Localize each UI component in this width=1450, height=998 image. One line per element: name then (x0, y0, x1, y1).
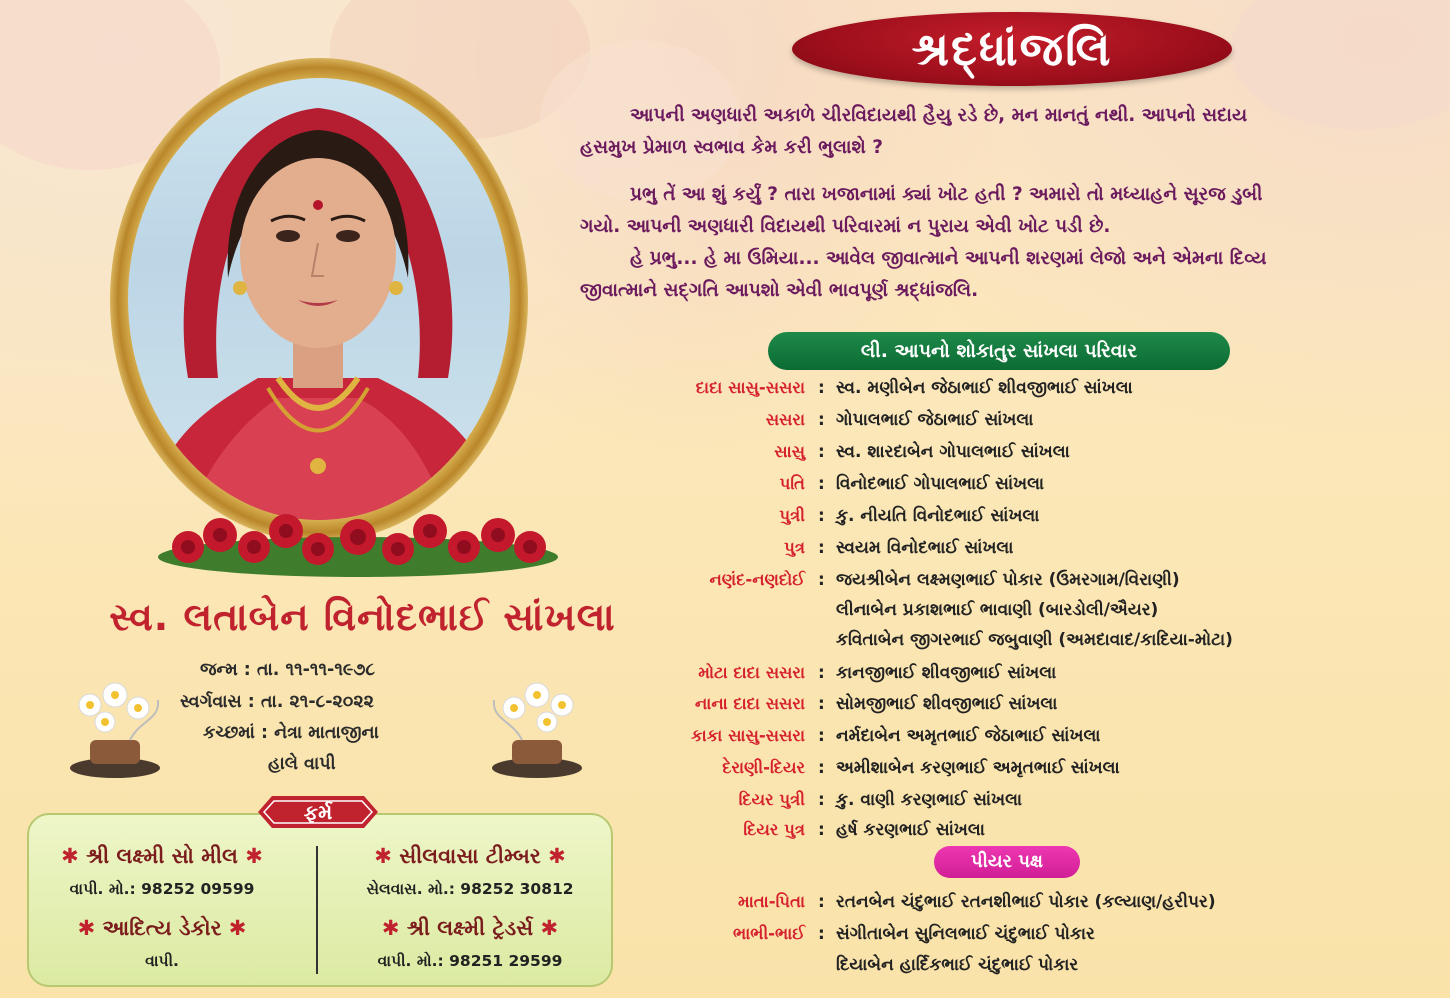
relation-label: પતિ (779, 474, 805, 493)
star-icon: ✱ (548, 844, 566, 868)
relation-colon: : (818, 726, 825, 746)
page-title: શ્રદ્ધાંજલિ (911, 22, 1113, 76)
relation-value: સ્વ. મણીબેન જેઠાભાઈ શીવજીભાઈ સાંખલા (836, 378, 1133, 398)
relation-label: દાદા સાસુ-સસરા (695, 378, 805, 397)
relation-value: સ્વયમ વિનોદભાઈ સાંખલા (836, 538, 1014, 558)
relation-label: કાકા સાસુ-સસરા (690, 726, 805, 745)
tribute-line: હસમુખ પ્રેમાળ સ્વભાવ કેમ કરી ભુલાશે ? (580, 136, 883, 158)
relation-colon: : (818, 538, 825, 558)
relation-colon: : (818, 506, 825, 526)
relation-label: નાના દાદા સસરા (695, 694, 805, 713)
firm-contact: વાપી. (145, 952, 179, 970)
star-icon: ✱ (228, 916, 247, 940)
relation-colon: : (818, 924, 825, 944)
relation-label: સસરા (765, 410, 805, 429)
firm-name (325, 844, 615, 869)
relation-colon: : (818, 570, 825, 590)
star-icon: ✱ (374, 844, 392, 868)
relation-colon: : (818, 694, 825, 714)
death-date: સ્વર્ગવાસ : તા. ૨૧-૮-૨૦૨૨ (180, 692, 374, 712)
relation-colon: : (818, 758, 825, 778)
relation-value: સોમજીભાઈ શીવજીભાઈ સાંખલા (836, 694, 1058, 714)
firm-divider (316, 846, 318, 974)
firm-contact: વાપી. મો.: 98251 29599 (377, 952, 563, 970)
relation-colon: : (818, 820, 825, 840)
firm-name (325, 916, 615, 941)
firm-name-text: આદિત્ય ડેકોર (102, 916, 222, 940)
current-place: હાલે વાપી (268, 754, 336, 774)
firm-name-text: શ્રી લક્ષ્મી સો મીલ (86, 844, 238, 868)
family-banner-text: લી. આપનો શોકાતુર સાંખલા પરિવાર (860, 340, 1138, 362)
relation-label: સાસુ (774, 442, 805, 461)
portrait-photo (128, 78, 510, 520)
birth-date: જન્મ : તા. ૧૧-૧૧-૧૯૭૮ (200, 660, 376, 680)
relation-label: પુત્ર (784, 538, 805, 557)
firm-name-text: સીલવાસા ટીમ્બર (399, 844, 541, 868)
relation-value: વિનોદભાઈ ગોપાલભાઈ સાંખલા (836, 474, 1045, 494)
firm-name (17, 916, 307, 941)
relation-value: કવિતાબેન જીગરભાઈ જબુવાણી (અમદાવાદ/કાદિયા-મોટા) (836, 630, 1233, 650)
tribute-line: હે પ્રભુ... હે મા ઉમિયા... આવેલ જીવાત્માને આપની શરણમાં લેજો અને એમના દિવ્ય (630, 248, 1267, 269)
relation-colon: : (818, 892, 825, 912)
relation-colon: : (818, 663, 825, 683)
relation-label: નણંદ-નણદોઈ (709, 570, 805, 589)
relation-value: નર્મદાબેન અમૃતભાઈ જેઠાભાઈ સાંખલા (836, 726, 1101, 746)
relation-colon: : (818, 442, 825, 462)
firm-tag: ફર્મ (303, 800, 333, 824)
star-icon: ✱ (245, 844, 263, 868)
star-icon: ✱ (540, 916, 559, 940)
relation-label: દિયર પુત્ર (743, 820, 805, 839)
relation-value: રતનબેન ચંદુભાઈ રતનશીભાઈ પોકાર (કલ્યાણ/હરીપર) (836, 892, 1216, 912)
firm-name (17, 844, 307, 869)
star-icon: ✱ (381, 916, 400, 940)
firm-contact: વાપી. મો.: 98252 09599 (69, 880, 255, 898)
relation-value: દિયાબેન હાર્દિકભાઈ ચંદુભાઈ પોકાર (836, 955, 1079, 975)
relation-value: કુ. વાણી કરણભાઈ સાંખલા (836, 790, 1023, 810)
relation-colon: : (818, 410, 825, 430)
star-icon: ✱ (77, 916, 96, 940)
relation-colon: : (818, 474, 825, 494)
firm-name-text: શ્રી લક્ષ્મી ટ્રેડર્સ (406, 916, 534, 940)
relation-value: સંગીતાબેન સુનિલભાઈ ચંદુભાઈ પોકાર (836, 924, 1095, 944)
tribute-line: ગયો. આપની અણધારી વિદાયથી પરિવારમાં ન પુરાય એવી ખોટ પડી છે. (580, 215, 1111, 237)
star-icon: ✱ (61, 844, 79, 868)
flower-diya-icon (60, 680, 170, 780)
relation-label: દેરાણી-દિયર (722, 758, 805, 777)
relation-value: લીનાબેન પ્રકાશભાઈ ભાવાણી (બારડોલી/ઐયર) (836, 600, 1159, 620)
native-place: કચ્છમાં : નેત્રા માતાજીના (203, 723, 379, 743)
relation-value: સ્વ. શારદાબેન ગોપાલભાઈ સાંખલા (836, 442, 1070, 462)
tribute-paragraph-3 (580, 243, 1430, 306)
deceased-name: સ્વ. લતાબેન વિનોદભાઈ સાંખલા (109, 595, 616, 639)
firm-contact: સેલવાસ. મો.: 98252 30812 (366, 880, 574, 898)
relation-value: હર્ષ કરણભાઈ સાંખલા (836, 820, 985, 840)
relation-label: પુત્રી (779, 506, 805, 525)
relation-value: કુ. નીયતિ વિનોદભાઈ સાંખલા (836, 506, 1040, 526)
relation-label: દિયર પુત્રી (738, 790, 805, 809)
relation-colon: : (818, 790, 825, 810)
relation-label: માતા-પિતા (738, 892, 805, 911)
relation-colon: : (818, 378, 825, 398)
tribute-line: આપની અણધારી અકાળે ચીરવિદાયથી હૈયુ રડે છે, મન માનતું નથી. આપનો સદાય (630, 105, 1248, 126)
relation-value: ગોપાલભાઈ જેઠાભાઈ સાંખલા (836, 410, 1034, 430)
tribute-paragraph-1 (580, 100, 1430, 163)
relation-label: મોટા દાદા સસરા (698, 663, 805, 682)
flower-diya-icon (482, 680, 592, 780)
tribute-line: પ્રભુ તેં આ શું કર્યું ? તારા ખજાનામાં ક્યાં ખોટ હતી ? અમારો તો મધ્યાહને સૂરજ ડુબી (630, 184, 1263, 205)
relation-value: જયશ્રીબેન લક્ષ્મણભાઈ પોકાર (ઉમરગામ/વિરાણી) (836, 570, 1180, 590)
relation-value: અમીશાબેન કરણભાઈ અમૃતભાઈ સાંખલા (836, 758, 1120, 778)
relation-label: ભાભી-ભાઈ (733, 924, 805, 943)
roses-garland-icon (158, 497, 560, 581)
maternal-side-banner-text: પીયર પક્ષ (971, 851, 1043, 872)
relation-value: કાનજીભાઈ શીવજીભાઈ સાંખલા (836, 663, 1057, 683)
tribute-line: જીવાત્માને સદ્ગતિ આપશો એવી ભાવપૂર્ણ શ્રદ્ધાંજલિ. (580, 279, 979, 301)
tribute-paragraph-2 (580, 179, 1430, 242)
